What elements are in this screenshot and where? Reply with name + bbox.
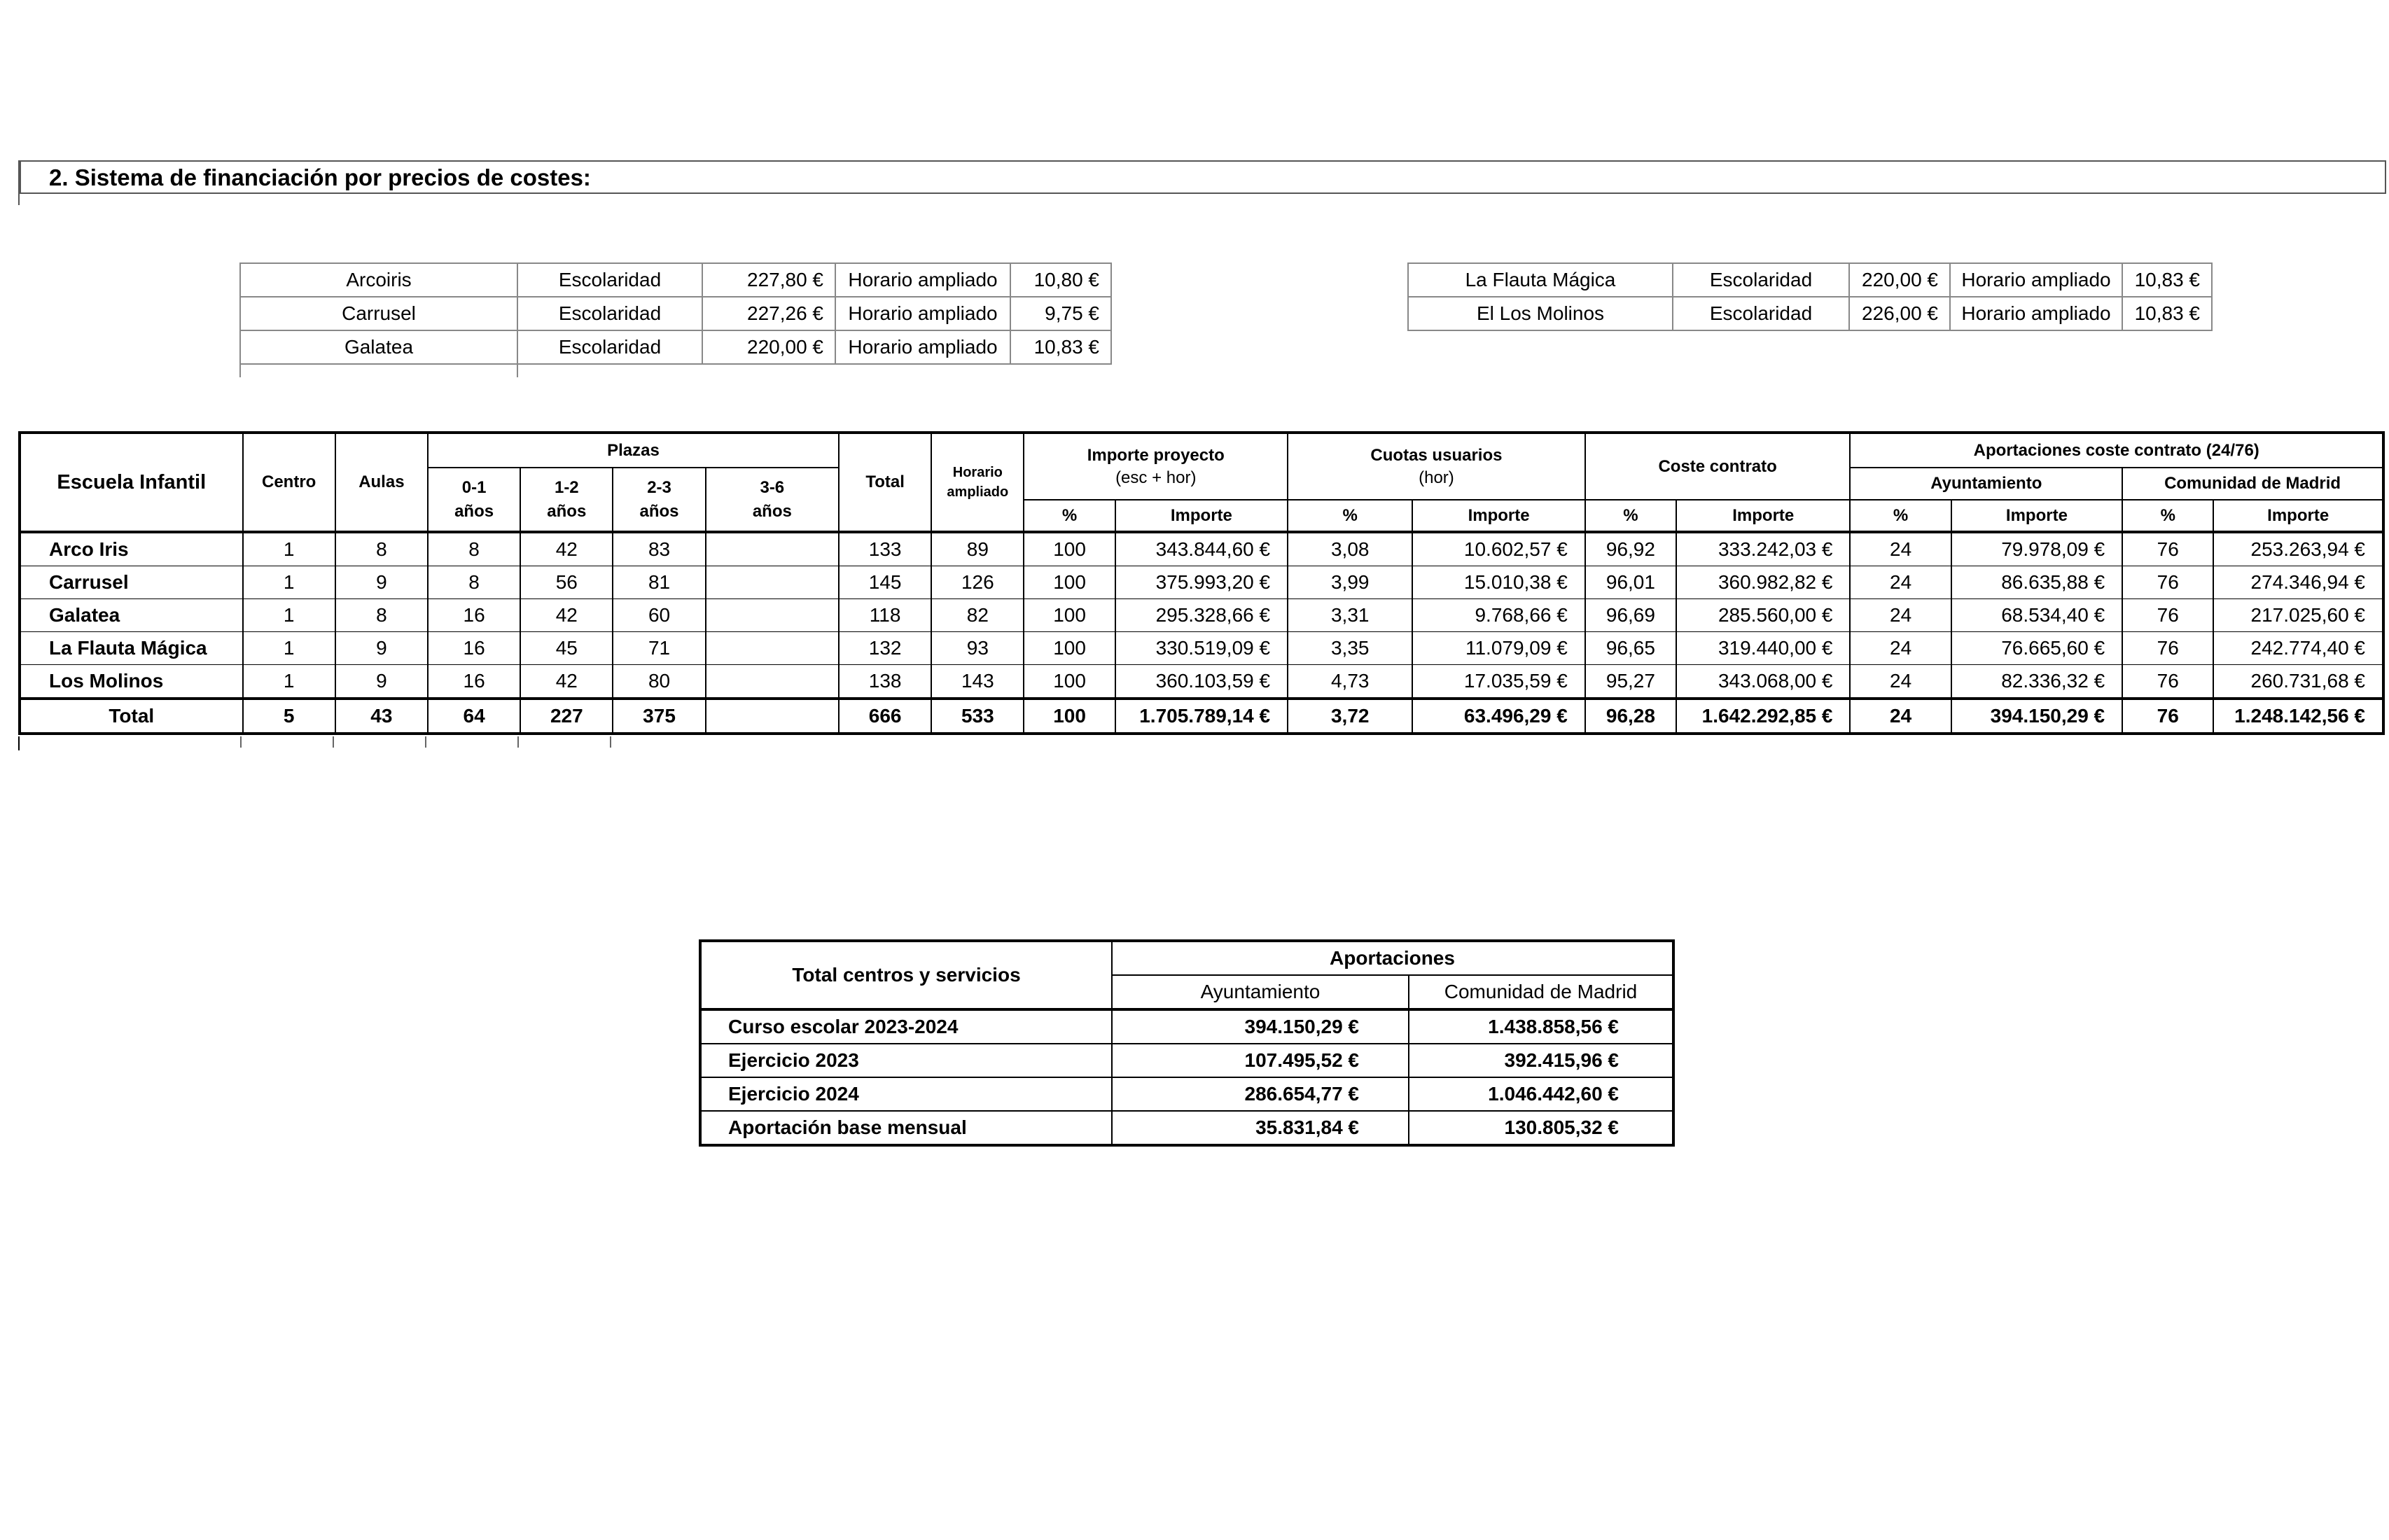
total-cu-pct: 3,72 [1288, 699, 1412, 734]
cell-total: 138 [839, 665, 931, 699]
cell-name: Galatea [20, 599, 243, 632]
table-row [20, 665, 2383, 699]
header-importe-proyecto [1024, 433, 1288, 500]
price-extra-value: 10,83 € [2122, 263, 2212, 297]
total-aulas: 43 [335, 699, 428, 734]
cell-ay-pct: 24 [1850, 632, 1951, 665]
price-school: La Flauta Mágica [1408, 263, 1673, 297]
section-title: 2. Sistema de financiación por precios de costes: [49, 164, 591, 190]
price-concept: Escolaridad [517, 263, 702, 297]
cell-horario: 89 [931, 532, 1024, 566]
cell-total: 145 [839, 566, 931, 599]
cell-horario: 143 [931, 665, 1024, 699]
header-ip-importe: Importe [1115, 500, 1288, 532]
summary-label: Curso escolar 2023-2024 [700, 1009, 1112, 1044]
cell-centro: 1 [243, 665, 335, 699]
total-p01: 64 [428, 699, 520, 734]
summary-row [700, 1044, 1673, 1077]
price-value: 227,80 € [702, 263, 835, 297]
price-row [1408, 263, 2212, 297]
cell-name: Carrusel [20, 566, 243, 599]
cell-cu-imp: 9.768,66 € [1412, 599, 1584, 632]
cell-aulas: 9 [335, 665, 428, 699]
table-row [20, 566, 2383, 599]
cell-cm-imp: 242.774,40 € [2213, 632, 2383, 665]
cell-ay-pct: 24 [1850, 599, 1951, 632]
cell-cu-imp: 17.035,59 € [1412, 665, 1584, 699]
header-importe-proyecto-sub: (esc + hor) [1115, 468, 1197, 487]
age-range: 0-1 [461, 477, 487, 497]
cell-p36 [706, 532, 839, 566]
price-extra-value: 10,80 € [1010, 263, 1111, 297]
total-centro: 5 [243, 699, 335, 734]
header-cu-pct: % [1288, 500, 1412, 532]
age-unit: años [639, 501, 679, 521]
cell-aulas: 9 [335, 632, 428, 665]
cell-cc-pct: 96,65 [1585, 632, 1676, 665]
total-ay-pct: 24 [1850, 699, 1951, 734]
header-aulas: Aulas [335, 433, 428, 532]
summary-label: Ejercicio 2024 [700, 1077, 1112, 1111]
price-school: Arcoiris [240, 263, 517, 297]
cell-cc-imp: 319.440,00 € [1676, 632, 1850, 665]
cell-p23: 81 [613, 566, 705, 599]
summary-ayuntamiento: 286.654,77 € [1112, 1077, 1409, 1111]
main-table-tail [517, 736, 519, 748]
summary-header-comunidad: Comunidad de Madrid [1409, 975, 1673, 1009]
cell-p12: 42 [520, 665, 613, 699]
header-cuotas-title: Cuotas usuarios [1370, 445, 1503, 465]
cell-ay-imp: 86.635,88 € [1951, 566, 2122, 599]
header-coste: Coste contrato [1585, 433, 1851, 500]
summary-comunidad: 1.046.442,60 € [1409, 1077, 1673, 1111]
cell-cc-pct: 96,01 [1585, 566, 1676, 599]
table-row [20, 632, 2383, 665]
header-ip-pct: % [1024, 500, 1115, 532]
header-aportaciones: Aportaciones coste contrato (24/76) [1850, 433, 2383, 468]
cell-ip-pct: 100 [1024, 532, 1115, 566]
total-row [20, 699, 2383, 734]
total-ip-imp: 1.705.789,14 € [1115, 699, 1288, 734]
cell-p23: 71 [613, 632, 705, 665]
cell-p23: 80 [613, 665, 705, 699]
price-extra-label: Horario ampliado [835, 330, 1010, 364]
header-age-3-6 [706, 468, 839, 532]
cell-ip-imp: 330.519,09 € [1115, 632, 1288, 665]
total-cu-imp: 63.496,29 € [1412, 699, 1584, 734]
cell-centro: 1 [243, 566, 335, 599]
total-p36 [706, 699, 839, 734]
cell-ip-imp: 343.844,60 € [1115, 532, 1288, 566]
total-name: Total [20, 699, 243, 734]
cell-cc-imp: 360.982,82 € [1676, 566, 1850, 599]
price-left-tail [517, 363, 518, 377]
price-extra-label: Horario ampliado [1950, 297, 2122, 330]
price-concept: Escolaridad [517, 297, 702, 330]
header-ay-pct: % [1850, 500, 1951, 532]
cell-aulas: 8 [335, 532, 428, 566]
cell-cc-pct: 96,92 [1585, 532, 1676, 566]
cell-cu-pct: 3,35 [1288, 632, 1412, 665]
cell-p36 [706, 632, 839, 665]
cell-horario: 126 [931, 566, 1024, 599]
cell-ay-pct: 24 [1850, 665, 1951, 699]
header-cc-pct: % [1585, 500, 1676, 532]
cell-p01: 8 [428, 532, 520, 566]
summary-row [700, 1111, 1673, 1145]
age-unit: años [454, 501, 494, 521]
cell-cm-pct: 76 [2122, 599, 2213, 632]
price-school: El Los Molinos [1408, 297, 1673, 330]
main-table-tail [425, 736, 426, 748]
summary-header-ayuntamiento: Ayuntamiento [1112, 975, 1409, 1009]
header-age-0-1 [428, 468, 520, 532]
cell-cu-pct: 3,99 [1288, 566, 1412, 599]
cell-cc-pct: 95,27 [1585, 665, 1676, 699]
cell-ip-pct: 100 [1024, 632, 1115, 665]
price-concept: Escolaridad [1673, 297, 1849, 330]
cell-p36 [706, 665, 839, 699]
main-table-tail [18, 736, 20, 750]
header-comunidad: Comunidad de Madrid [2122, 468, 2383, 500]
price-row [240, 330, 1111, 364]
cell-p36 [706, 566, 839, 599]
total-horario: 533 [931, 699, 1024, 734]
cell-cm-imp: 274.346,94 € [2213, 566, 2383, 599]
section-title-bar [20, 160, 2386, 194]
header-horario [931, 433, 1024, 532]
cell-name: Arco Iris [20, 532, 243, 566]
cell-ip-imp: 375.993,20 € [1115, 566, 1288, 599]
summary-comunidad: 392.415,96 € [1409, 1044, 1673, 1077]
main-table-tail [333, 736, 334, 748]
cell-ip-pct: 100 [1024, 665, 1115, 699]
age-unit: años [547, 501, 587, 521]
cell-ay-imp: 82.336,32 € [1951, 665, 2122, 699]
summary-row [700, 1077, 1673, 1111]
summary-title: Total centros y servicios [700, 941, 1112, 1009]
main-table-tail [240, 736, 242, 748]
age-range: 2-3 [647, 477, 671, 497]
price-extra-value: 10,83 € [1010, 330, 1111, 364]
cell-aulas: 8 [335, 599, 428, 632]
summary-label: Ejercicio 2023 [700, 1044, 1112, 1077]
cell-p36 [706, 599, 839, 632]
price-extra-label: Horario ampliado [835, 263, 1010, 297]
cell-cm-imp: 217.025,60 € [2213, 599, 2383, 632]
price-row [240, 263, 1111, 297]
header-cm-importe: Importe [2213, 500, 2383, 532]
total-cc-pct: 96,28 [1585, 699, 1676, 734]
cell-horario: 82 [931, 599, 1024, 632]
price-concept: Escolaridad [1673, 263, 1849, 297]
cell-p12: 42 [520, 532, 613, 566]
price-school: Galatea [240, 330, 517, 364]
cell-ip-imp: 360.103,59 € [1115, 665, 1288, 699]
cell-cm-pct: 76 [2122, 632, 2213, 665]
age-unit: años [752, 501, 792, 521]
header-age-1-2 [520, 468, 613, 532]
cell-p12: 45 [520, 632, 613, 665]
cell-name: Los Molinos [20, 665, 243, 699]
cell-cu-pct: 3,31 [1288, 599, 1412, 632]
table-row [20, 599, 2383, 632]
price-extra-value: 10,83 € [2122, 297, 2212, 330]
price-extra-label: Horario ampliado [1950, 263, 2122, 297]
cell-cc-pct: 96,69 [1585, 599, 1676, 632]
cell-ay-pct: 24 [1850, 532, 1951, 566]
cell-cm-imp: 260.731,68 € [2213, 665, 2383, 699]
cell-ip-pct: 100 [1024, 599, 1115, 632]
cell-total: 133 [839, 532, 931, 566]
summary-comunidad: 1.438.858,56 € [1409, 1009, 1673, 1044]
price-extra-value: 9,75 € [1010, 297, 1111, 330]
cell-p01: 16 [428, 665, 520, 699]
header-importe-proyecto-title: Importe proyecto [1087, 445, 1225, 465]
total-cm-imp: 1.248.142,56 € [2213, 699, 2383, 734]
header-ayuntamiento: Ayuntamiento [1850, 468, 2122, 500]
total-ip-pct: 100 [1024, 699, 1115, 734]
header-horario-line2: ampliado [947, 484, 1009, 500]
age-range: 1-2 [554, 477, 579, 497]
header-cu-importe: Importe [1412, 500, 1584, 532]
summary-aportaciones: Aportaciones [1112, 941, 1673, 975]
price-school: Carrusel [240, 297, 517, 330]
cell-ay-pct: 24 [1850, 566, 1951, 599]
cell-centro: 1 [243, 599, 335, 632]
cell-cu-imp: 10.602,57 € [1412, 532, 1584, 566]
header-horario-line1: Horario [952, 465, 1003, 480]
cell-cc-imp: 285.560,00 € [1676, 599, 1850, 632]
table-row [20, 532, 2383, 566]
total-total: 666 [839, 699, 931, 734]
cell-ay-imp: 68.534,40 € [1951, 599, 2122, 632]
cell-p12: 56 [520, 566, 613, 599]
cell-cm-imp: 253.263,94 € [2213, 532, 2383, 566]
cell-centro: 1 [243, 532, 335, 566]
cell-cu-imp: 11.079,09 € [1412, 632, 1584, 665]
price-table-right [1407, 262, 2213, 331]
header-cc-importe: Importe [1676, 500, 1850, 532]
cell-p23: 83 [613, 532, 705, 566]
cell-horario: 93 [931, 632, 1024, 665]
header-centro: Centro [243, 433, 335, 532]
price-value: 220,00 € [702, 330, 835, 364]
cell-p23: 60 [613, 599, 705, 632]
summary-table [699, 939, 1675, 1147]
cell-p01: 8 [428, 566, 520, 599]
cell-p12: 42 [520, 599, 613, 632]
header-escuela: Escuela Infantil [20, 433, 243, 532]
cell-p01: 16 [428, 632, 520, 665]
summary-ayuntamiento: 35.831,84 € [1112, 1111, 1409, 1145]
cell-cc-imp: 333.242,03 € [1676, 532, 1850, 566]
price-row [1408, 297, 2212, 330]
cell-cc-imp: 343.068,00 € [1676, 665, 1850, 699]
header-cm-pct: % [2122, 500, 2213, 532]
price-value: 227,26 € [702, 297, 835, 330]
summary-ayuntamiento: 107.495,52 € [1112, 1044, 1409, 1077]
header-cuotas-sub: (hor) [1419, 468, 1454, 487]
price-left-tail [239, 363, 241, 377]
cell-ip-imp: 295.328,66 € [1115, 599, 1288, 632]
cell-ay-imp: 76.665,60 € [1951, 632, 2122, 665]
summary-comunidad: 130.805,32 € [1409, 1111, 1673, 1145]
price-value: 226,00 € [1849, 297, 1950, 330]
price-value: 220,00 € [1849, 263, 1950, 297]
price-row [240, 297, 1111, 330]
cell-total: 118 [839, 599, 931, 632]
cell-name: La Flauta Mágica [20, 632, 243, 665]
cell-centro: 1 [243, 632, 335, 665]
age-range: 3-6 [760, 477, 785, 497]
cell-ip-pct: 100 [1024, 566, 1115, 599]
header-total: Total [839, 433, 931, 532]
price-table-left [239, 262, 1112, 365]
total-ay-imp: 394.150,29 € [1951, 699, 2122, 734]
cell-cu-pct: 4,73 [1288, 665, 1412, 699]
header-cuotas [1288, 433, 1585, 500]
cell-cm-pct: 76 [2122, 566, 2213, 599]
cell-aulas: 9 [335, 566, 428, 599]
total-cm-pct: 76 [2122, 699, 2213, 734]
main-table-tail [610, 736, 611, 748]
header-age-2-3 [613, 468, 705, 532]
header-ay-importe: Importe [1951, 500, 2122, 532]
total-p12: 227 [520, 699, 613, 734]
summary-ayuntamiento: 394.150,29 € [1112, 1009, 1409, 1044]
total-cc-imp: 1.642.292,85 € [1676, 699, 1850, 734]
cell-cu-imp: 15.010,38 € [1412, 566, 1584, 599]
cell-cu-pct: 3,08 [1288, 532, 1412, 566]
cell-ay-imp: 79.978,09 € [1951, 532, 2122, 566]
total-p23: 375 [613, 699, 705, 734]
summary-row [700, 1009, 1673, 1044]
financing-table [18, 431, 2385, 735]
cell-cm-pct: 76 [2122, 665, 2213, 699]
header-plazas: Plazas [428, 433, 839, 468]
price-extra-label: Horario ampliado [835, 297, 1010, 330]
cell-cm-pct: 76 [2122, 532, 2213, 566]
cell-total: 132 [839, 632, 931, 665]
price-concept: Escolaridad [517, 330, 702, 364]
cell-p01: 16 [428, 599, 520, 632]
summary-label: Aportación base mensual [700, 1111, 1112, 1145]
